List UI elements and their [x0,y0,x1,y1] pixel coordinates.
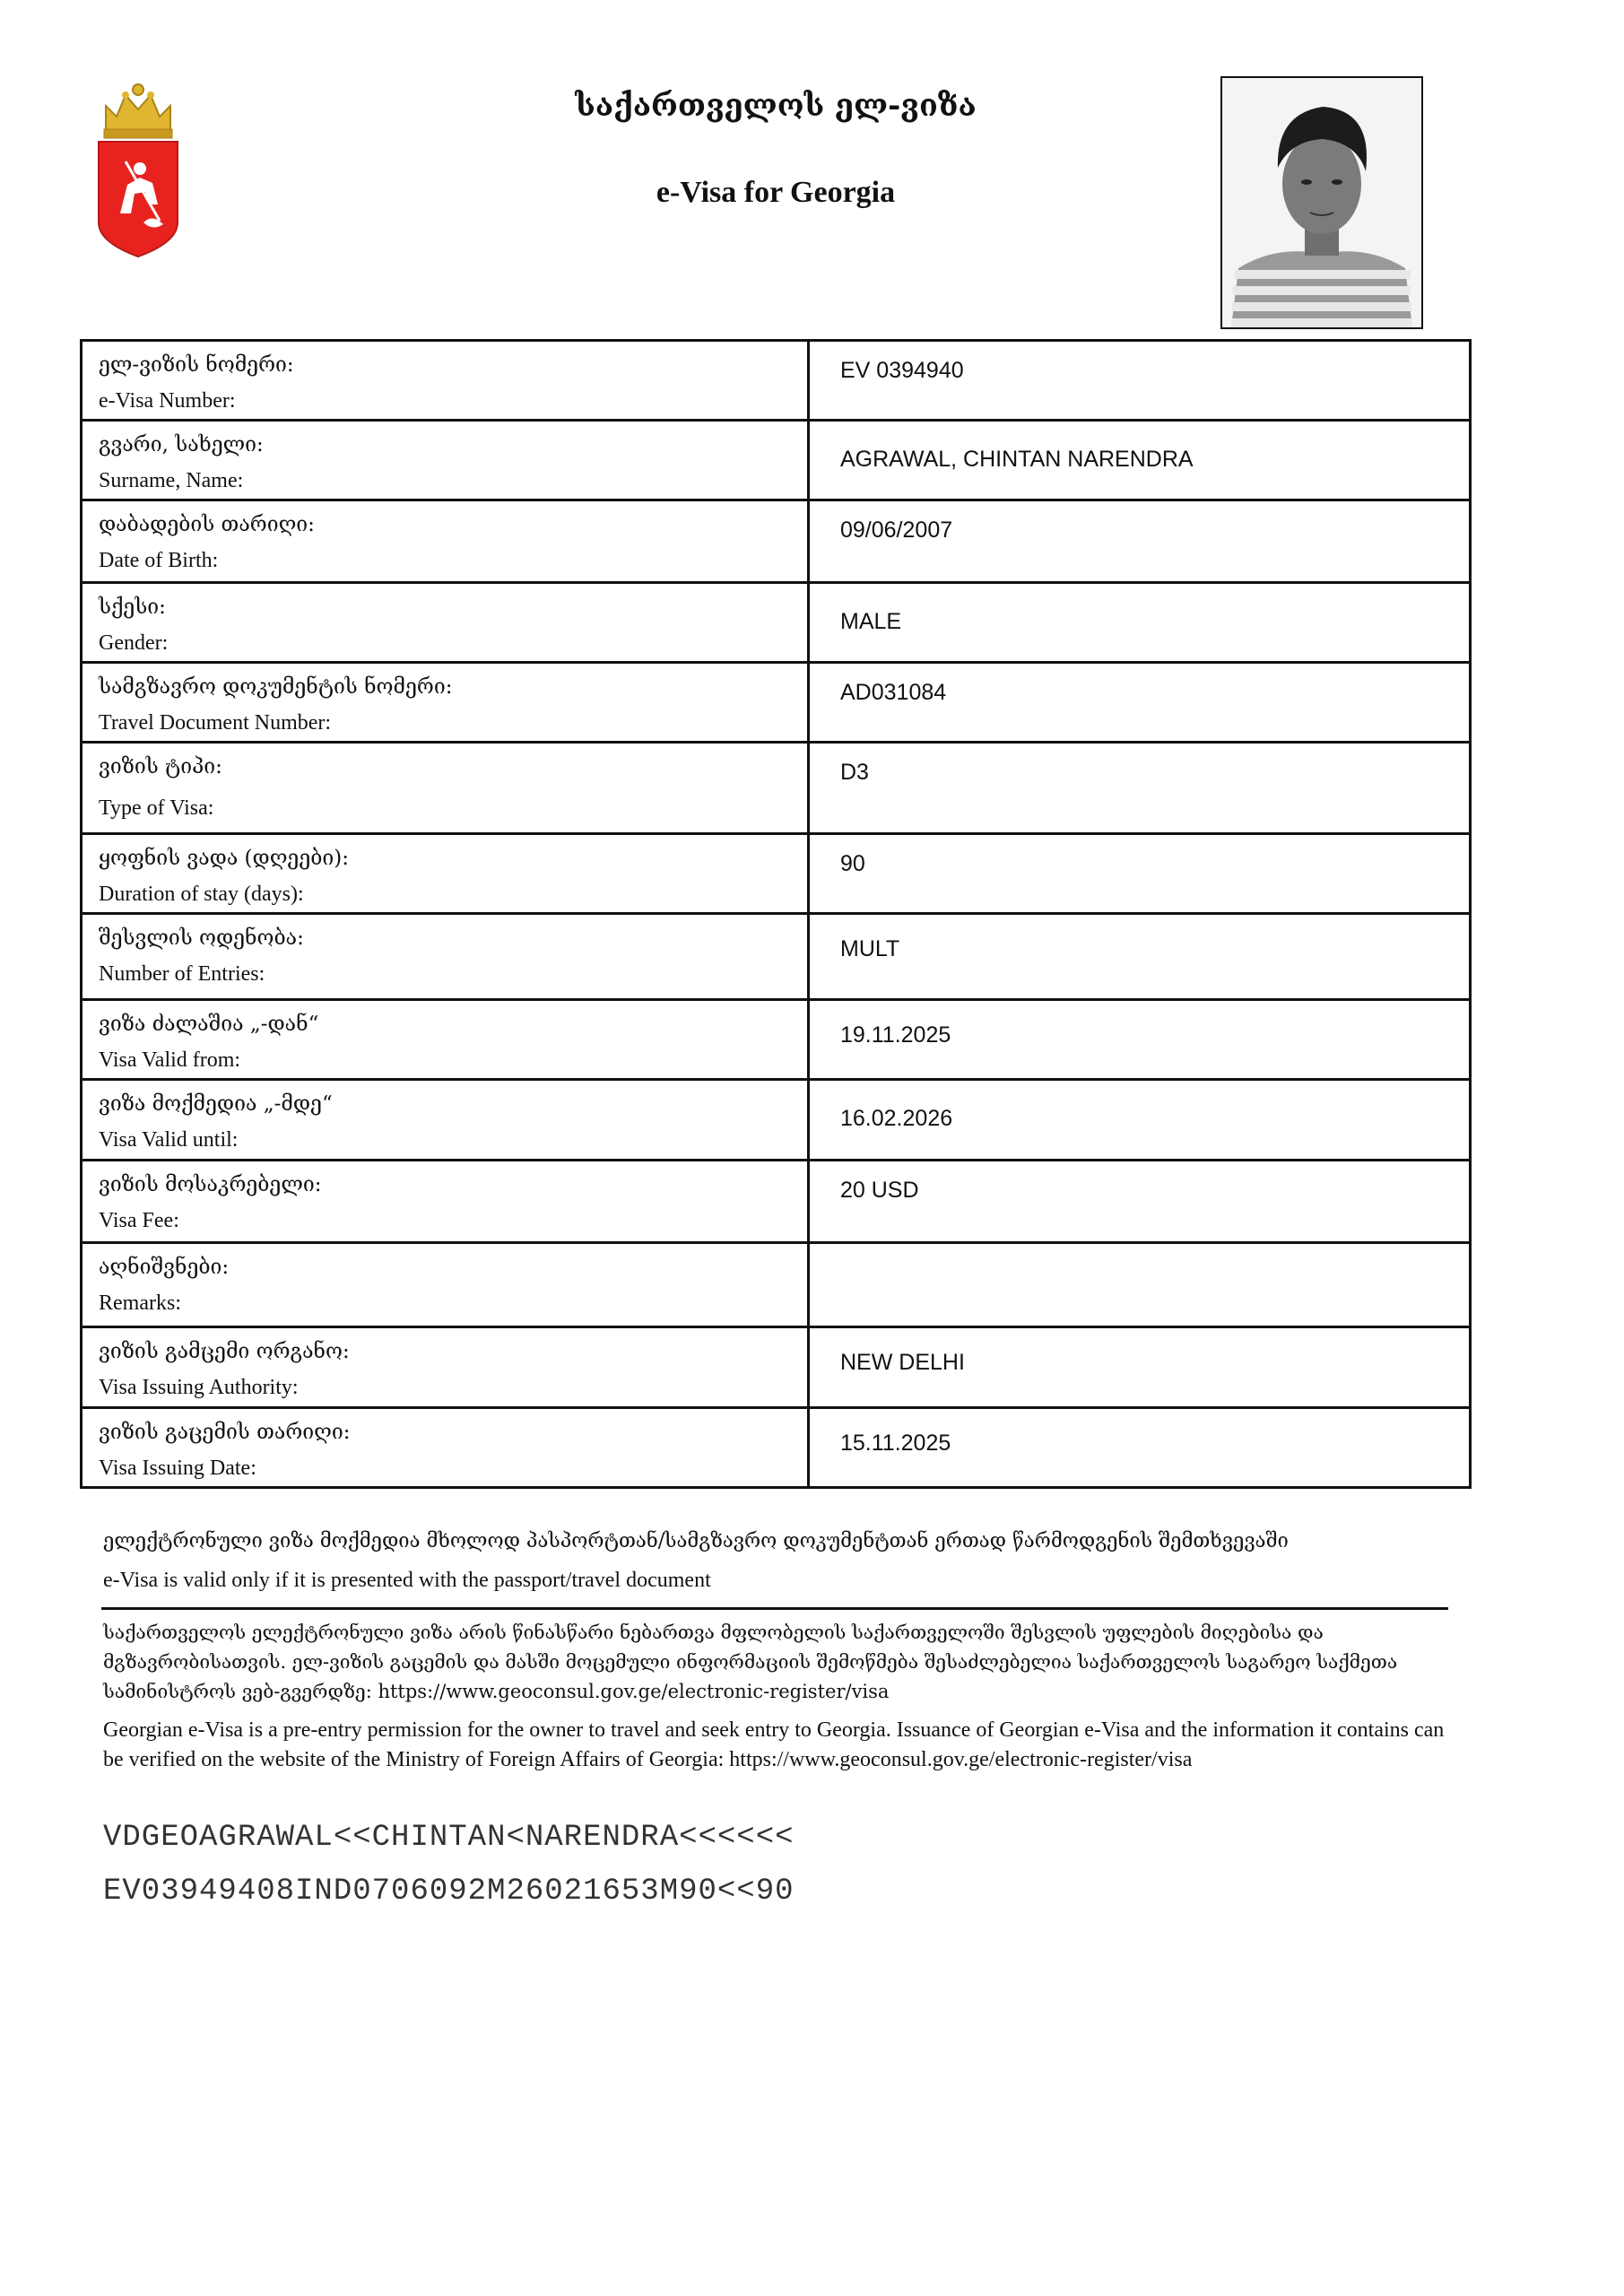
label-english: Visa Issuing Date: [99,1457,256,1480]
field-label [82,1080,809,1161]
table-row [82,834,1471,914]
field-label [82,1408,809,1488]
surname-name-value: AGRAWAL, CHINTAN NARENDRA [809,421,1471,500]
date-of-birth-value: 09/06/2007 [809,500,1471,583]
gender-value: MALE [809,583,1471,663]
table-row [82,1000,1471,1080]
duration-of-stay-value: 90 [809,834,1471,914]
field-label [82,1243,809,1327]
field-label [82,1327,809,1408]
table-row [82,1408,1471,1488]
number-of-entries-value: MULT [809,914,1471,1000]
issuing-date-value: 15.11.2025 [809,1408,1471,1488]
label-english: Number of Entries: [99,962,265,986]
label-georgian: ყოფნის ვადა (დღეები): [99,847,349,870]
label-georgian: ვიზა ძალაშია „-დან“ [99,1013,319,1036]
validity-note-georgian: ელექტრონული ვიზა მოქმედია მხოლოდ პასპორტთან/სამგზავრო დოკუმენტთან ერთად წარმოდგენის შემთხვევაში [103,1530,1289,1552]
info-paragraph-georgian: საქართველოს ელექტრონული ვიზა არის წინასწარი ნებართვა მფლობელის საქართველოში შესვლის უფლების მიღებისა და მგზავრობისათვის. ელ-ვიზის გაცემის და მასში მოცემული ინფორმაციის შემოწმება შესაძლებელია საქართველოს საგარეო საქმეთა სამინისტროს ვებ-გვერდზე: https://www.geoconsul.gov.ge/electronic-register/visa [103,1622,1398,1702]
label-georgian: ვიზის ტიპი: [99,755,222,778]
label-georgian: სქესი: [99,596,166,619]
table-row [82,1327,1471,1408]
visa-type-value: D3 [809,743,1471,834]
label-english: Type of Visa: [99,796,214,820]
mrz-line-2: EV03949408IND0706092M26021653M90<<90 [103,1874,795,1909]
field-label [82,500,809,583]
field-label [82,834,809,914]
label-english: Remarks: [99,1292,181,1315]
field-label [82,743,809,834]
label-georgian: სამგზავრო დოკუმენტის ნომერი: [99,675,453,699]
table-row [82,914,1471,1000]
info-paragraph-english: Georgian e-Visa is a pre-entry permission for the owner to travel and seek entry to Georgia. Issuance of Georgian e-Visa and the information it contains can be verified on the website of the Ministry of Foreign Affairs of Georgia: https://www.geoconsul.gov.ge/electronic-register/visa [103,1718,1445,1771]
label-georgian: ვიზის გამცემი ორგანო: [99,1340,350,1363]
label-georgian: ვიზის მოსაკრებელი: [99,1173,322,1196]
visa-details-table [80,339,1472,1489]
table-row [82,1243,1471,1327]
label-english: Visa Fee: [99,1209,179,1232]
validity-note-english: e-Visa is valid only if it is presented with the passport/travel document [103,1569,711,1592]
divider [101,1607,1448,1610]
table-row [82,583,1471,663]
label-georgian: შესვლის ოდენობა: [99,926,304,950]
applicant-photo-icon [1222,78,1421,327]
mrz-line-1: VDGEOAGRAWAL<<CHINTAN<NARENDRA<<<<<< [103,1821,795,1855]
issuing-authority-value: NEW DELHI [809,1327,1471,1408]
table-row [82,500,1471,583]
field-label [82,663,809,743]
table-row [82,743,1471,834]
label-english: Gender: [99,631,169,655]
field-label [82,421,809,500]
field-label [82,1000,809,1080]
label-english: Date of Birth: [99,549,219,572]
visa-valid-until-value: 16.02.2026 [809,1080,1471,1161]
field-label [82,583,809,663]
label-georgian: ვიზა მოქმედია „-მდე“ [99,1092,333,1116]
remarks-value [809,1243,1471,1327]
label-english: Travel Document Number: [99,711,332,735]
field-label [82,914,809,1000]
label-georgian: გვარი, სახელი: [99,433,264,457]
label-georgian: ვიზის გაცემის თარიღი: [99,1421,351,1444]
table-row [82,1161,1471,1243]
applicant-photo [1220,76,1423,329]
page-title-georgian: საქართველოს ელ-ვიზა [575,88,977,124]
evisa-number-value: EV 0394940 [809,341,1471,421]
field-label [82,1161,809,1243]
visa-fee-value: 20 USD [809,1161,1471,1243]
label-english: Visa Issuing Authority: [99,1376,299,1399]
visa-valid-from-value: 19.11.2025 [809,1000,1471,1080]
table-row [82,663,1471,743]
label-english: e-Visa Number: [99,389,236,413]
page-title-english: e-Visa for Georgia [656,176,896,209]
label-georgian: დაბადების თარიღი: [99,513,315,536]
travel-document-number-value: AD031084 [809,663,1471,743]
label-georgian: ელ-ვიზის ნომერი: [99,353,294,377]
table-row [82,1080,1471,1161]
label-english: Visa Valid until: [99,1128,239,1152]
field-label [82,341,809,421]
label-english: Duration of stay (days): [99,883,304,906]
table-row [82,421,1471,500]
label-georgian: აღნიშვნები: [99,1256,230,1279]
label-english: Visa Valid from: [99,1048,241,1072]
table-row [82,341,1471,421]
label-english: Surname, Name: [99,469,244,492]
